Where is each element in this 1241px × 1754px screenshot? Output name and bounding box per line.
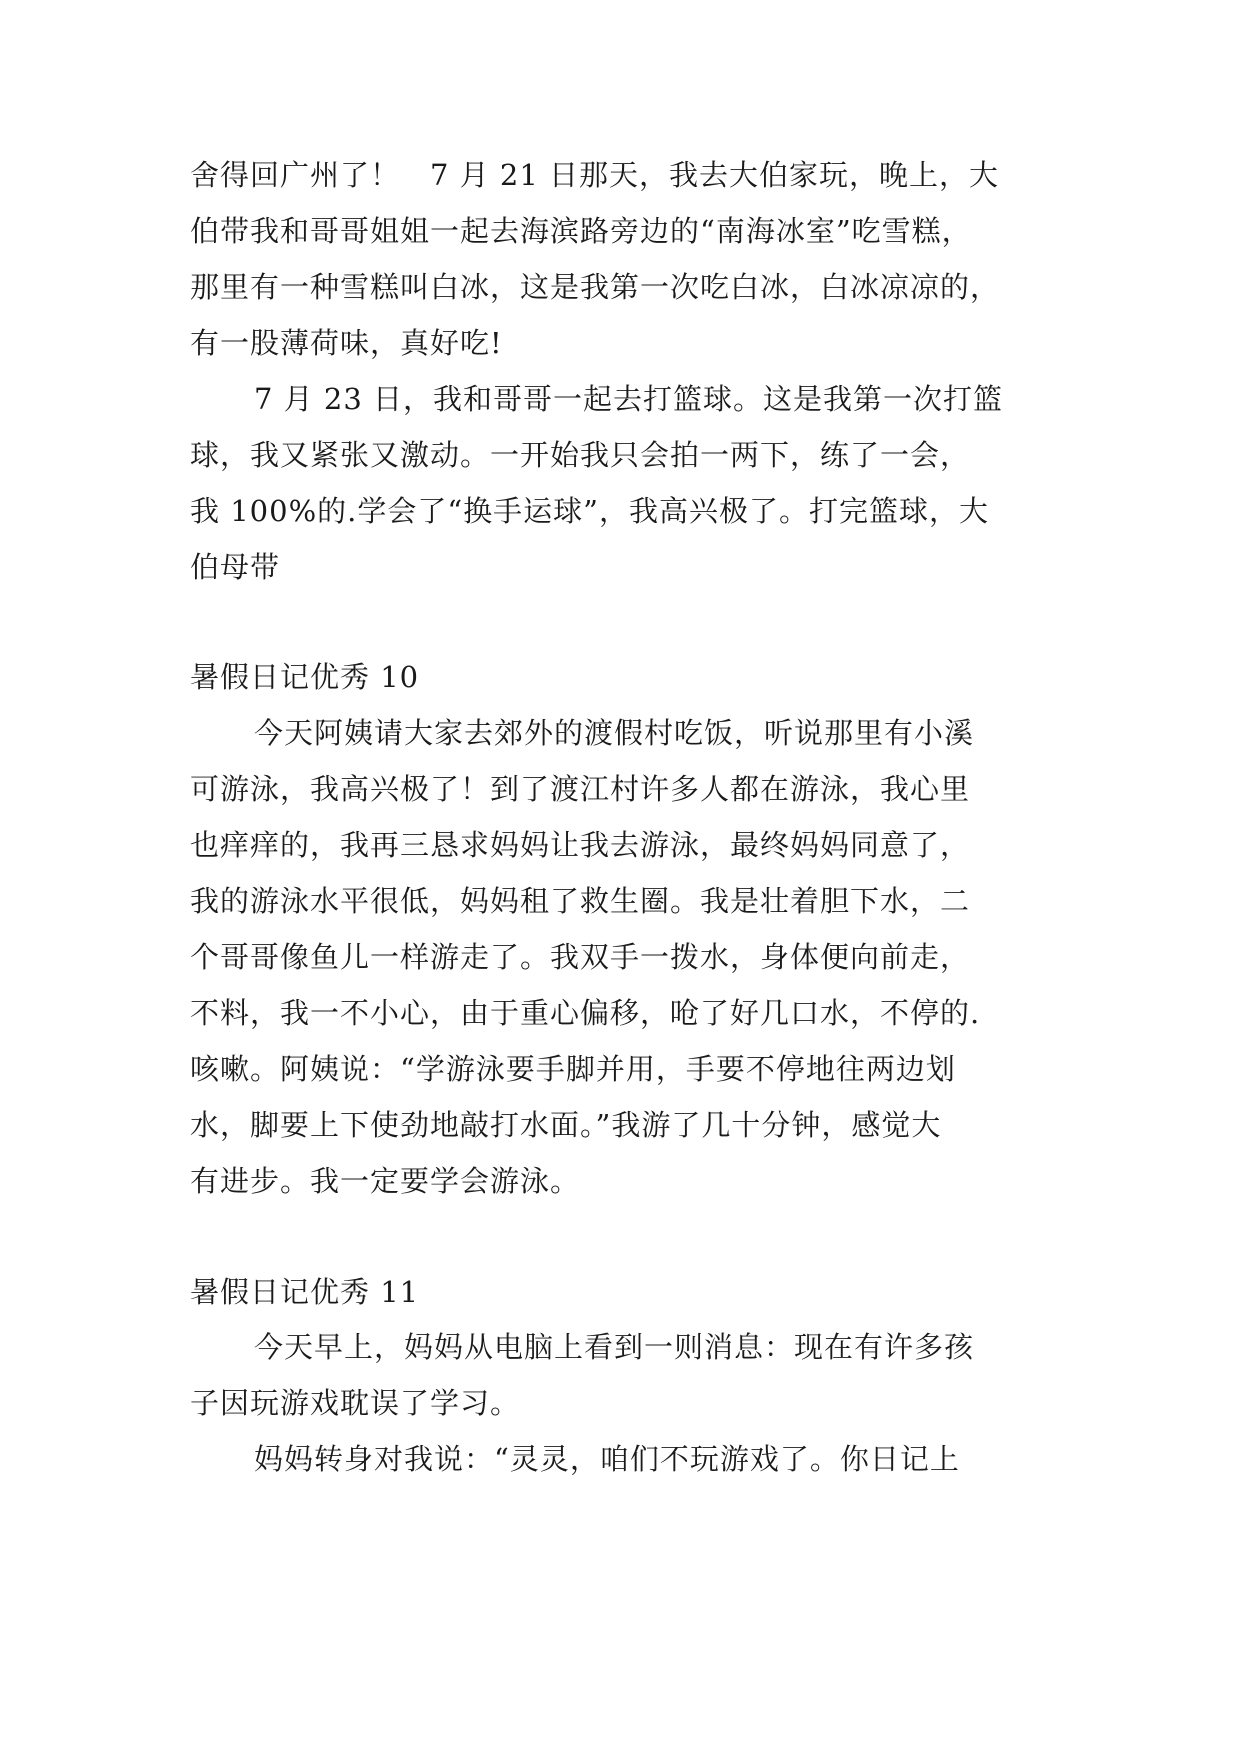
text-line: 可游泳，我高兴极了！到了渡江村许多人都在游泳，我心里 [190, 772, 971, 806]
text-line: 今天早上，妈妈从电脑上看到一则消息：现在有许多孩 [254, 1330, 975, 1364]
text-line: 也痒痒的，我再三恳求妈妈让我去游泳，最终妈妈同意了， [190, 828, 971, 862]
text-line: 舍得回广州了！ 7 月 21 日那天，我去大伯家玩，晚上，大 [190, 158, 1000, 192]
text-line: 7 月 23 日，我和哥哥一起去打篮球。这是我第一次打篮 [254, 382, 1004, 416]
text-line: 有一股薄荷味，真好吃! [190, 326, 503, 360]
text-line: 我 100%的.学会了“换手运球”，我高兴极了。打完篮球，大 [190, 494, 989, 528]
section-heading: 暑假日记优秀 10 [190, 660, 420, 694]
text-line: 不料，我一不小心，由于重心偏移，呛了好几口水，不停的. [190, 996, 981, 1030]
text-line: 今天阿姨请大家去郊外的渡假村吃饭，听说那里有小溪 [254, 716, 975, 750]
text-line: 那里有一种雪糕叫白冰，这是我第一次吃白冰，白冰凉凉的， [190, 270, 1001, 304]
text-line: 咳嗽。阿姨说：“学游泳要手脚并用，手要不停地往两边划 [190, 1052, 956, 1086]
text-line: 水，脚要上下使劲地敲打水面。”我游了几十分钟，感觉大 [190, 1108, 942, 1142]
section-heading: 暑假日记优秀 11 [190, 1275, 420, 1309]
text-line: 子因玩游戏耽误了学习。 [190, 1386, 521, 1420]
text-line: 伯母带 [190, 550, 281, 584]
text-line: 有进步。我一定要学会游泳。 [190, 1164, 581, 1198]
text-line: 个哥哥像鱼儿一样游走了。我双手一拨水，身体便向前走， [190, 940, 971, 974]
text-line: 妈妈转身对我说：“灵灵，咱们不玩游戏了。你日记上 [254, 1442, 960, 1476]
text-line: 我的游泳水平很低，妈妈租了救生圈。我是壮着胆下水，二 [190, 884, 971, 918]
text-line: 伯带我和哥哥姐姐一起去海滨路旁边的“南海冰室”吃雪糕， [190, 214, 972, 248]
text-line: 球，我又紧张又激动。一开始我只会拍一两下，练了一会， [190, 438, 971, 472]
